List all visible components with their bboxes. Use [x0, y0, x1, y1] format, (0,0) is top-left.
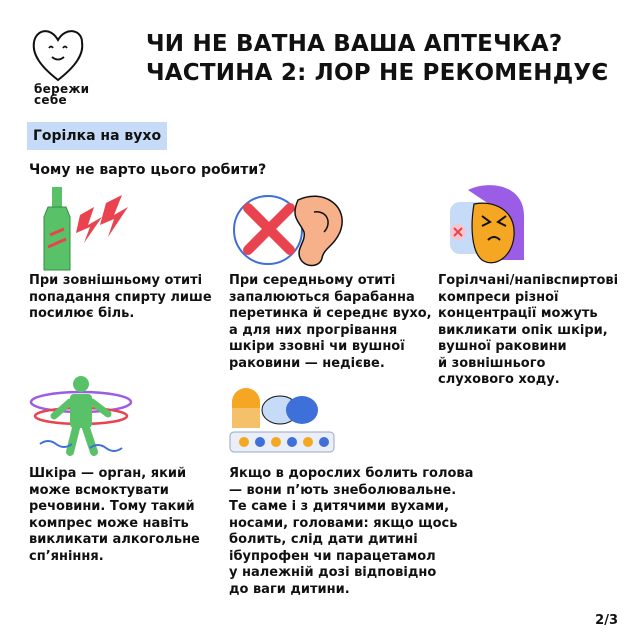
- brand-line-2: себе: [34, 93, 67, 107]
- text-line: а для них прогрівання: [229, 322, 398, 338]
- ear-cross-icon: [228, 188, 353, 270]
- text-line: може всмоктувати: [29, 482, 169, 498]
- text-line: речовини. Тому такий: [29, 499, 195, 514]
- dizzy-person-icon: [26, 372, 136, 462]
- text-line: ібупрофен чи парацетамол: [229, 548, 436, 564]
- text-line: у належній дозі відповідно: [229, 565, 437, 580]
- text-line: компреси різної: [438, 289, 559, 305]
- text-line: болить, слід дати дитині: [229, 532, 418, 547]
- page-number: 2/3: [595, 613, 618, 628]
- text-line: викликати опік шкіри,: [438, 322, 608, 338]
- text-line: викликати алкогольне: [29, 532, 200, 547]
- text-line: вушної раковини: [438, 339, 567, 354]
- item-4-text: [29, 466, 200, 565]
- text-line: посилює біль.: [29, 306, 135, 321]
- text-line: раковини — недієве.: [229, 355, 385, 371]
- text-line: перетинка й середнє вухо,: [229, 306, 432, 321]
- item-3-text: [438, 273, 618, 389]
- page-title: [146, 30, 626, 88]
- brand-line-1: бережи: [34, 82, 90, 96]
- section-question: Чому не варто цього робити?: [29, 162, 267, 178]
- title-line-2: ЧАСТИНА 2: ЛОР НЕ РЕКОМЕНДУЄ: [146, 60, 609, 86]
- text-line: Те саме і з дитячими вухами,: [229, 499, 450, 514]
- pained-face-icon: [438, 180, 538, 275]
- heart-face-icon: [30, 24, 86, 84]
- text-line: Шкіра — орган, який: [29, 466, 187, 481]
- text-line: сп’яніння.: [29, 548, 104, 564]
- text-line: При зовнішньому отиті: [29, 273, 203, 288]
- text-line: концентрації можуть: [438, 306, 598, 321]
- text-line: При середньому отиті: [229, 273, 396, 288]
- text-line: попадання спирту лише: [29, 289, 212, 305]
- text-line: Горілчані/напівспиртові: [438, 273, 619, 288]
- text-line: компрес може навіть: [29, 515, 189, 531]
- pills-icon: [226, 380, 336, 455]
- item-1-text: [29, 273, 212, 323]
- text-line: — вони п’ють знеболювальне.: [229, 482, 457, 498]
- title-line-1: ЧИ НЕ ВАТНА ВАША АПТЕЧКА?: [146, 31, 563, 57]
- bottle-pain-icon: [30, 185, 135, 275]
- item-2-text: [229, 273, 432, 372]
- item-5-text: [229, 466, 473, 598]
- text-line: носами, головами: якщо щось: [229, 515, 458, 531]
- brand-logo-text: [34, 84, 114, 106]
- text-line: запалюються барабанна: [229, 289, 415, 305]
- text-line: слухового ходу.: [438, 372, 560, 387]
- section-label: Горілка на вухо: [27, 122, 167, 150]
- text-line: Якщо в дорослих болить голова: [229, 466, 474, 481]
- text-line: до ваги дитини.: [229, 581, 350, 597]
- text-line: шкіри ззовні чи вушної: [229, 339, 405, 354]
- text-line: й зовнішнього: [438, 355, 546, 371]
